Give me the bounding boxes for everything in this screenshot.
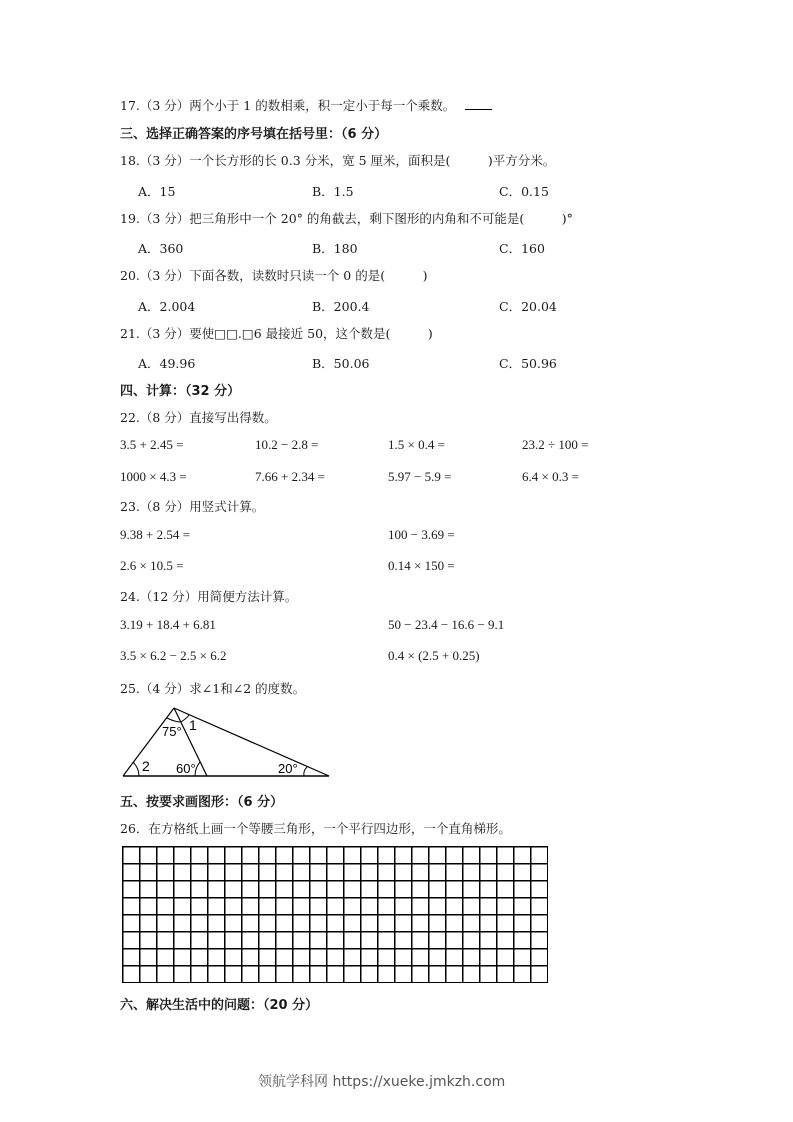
q24-expr-2: 50 − 23.4 − 16.6 − 9.1 [388,617,505,632]
section-3-heading: 三、选择正确答案的序号填在括号里：（6 分） [120,127,388,142]
angle-20-label: 20° [278,761,298,776]
angle-60-label: 60° [176,761,196,776]
question-17-text: 17.（3 分）两个小于 1 的数相乘，积一定小于每一个乘数。 [120,98,456,113]
angle-2-label: 2 [142,758,150,774]
q24-expr-1: 3.19 + 18.4 + 6.81 [120,617,216,632]
q22-expr-5: 1000 × 4.3 = [120,469,187,484]
triangle-figure [115,700,340,782]
section-4-heading: 四、计算：（32 分） [120,384,241,399]
q18-option-a[interactable]: A．15 [138,184,176,199]
question-26-text: 26．在方格纸上画一个等腰三角形，一个平行四边形，一个直角梯形。 [120,821,511,836]
q22-expr-6: 7.66 + 2.34 = [255,469,325,484]
q19-option-c[interactable]: C．160 [499,241,545,256]
footer-watermark: 领航学科网 https://xueke.jmkzh.com [258,1074,506,1090]
q18-option-c[interactable]: C．0.15 [499,184,549,199]
q19-option-a[interactable]: A．360 [138,241,184,256]
question-18-text: 18.（3 分）一个长方形的长 0.3 分米，宽 5 厘米，面积是( )平方分米。 [120,153,556,168]
q20-option-b[interactable]: B．200.4 [312,299,370,314]
question-19-text: 19.（3 分）把三角形中一个 20° 的角截去，剩下图形的内角和不可能是( )° [120,211,573,226]
q24-expr-3: 3.5 × 6.2 − 2.5 × 6.2 [120,648,227,663]
q20-option-c[interactable]: C．20.04 [499,299,557,314]
angle-75-label: 75° [162,724,182,739]
q22-expr-4: 23.2 ÷ 100 = [522,437,589,452]
question-25-text: 25.（4 分）求∠1和∠2 的度数。 [120,681,306,696]
q23-expr-1: 9.38 + 2.54 = [120,527,190,542]
section-6-heading: 六、解决生活中的问题：（20 分） [120,998,319,1013]
q23-expr-2: 100 − 3.69 = [388,527,455,542]
q22-expr-7: 5.97 − 5.9 = [388,469,452,484]
angle-1-label: 1 [189,717,197,733]
square-grid-paper[interactable] [122,846,548,983]
q20-option-a[interactable]: A．2.004 [138,299,196,314]
q22-expr-3: 1.5 × 0.4 = [388,437,445,452]
q19-option-b[interactable]: B．180 [312,241,358,256]
question-24-text: 24.（12 分）用简便方法计算。 [120,589,298,604]
q23-expr-4: 0.14 × 150 = [388,558,455,573]
question-17 [120,96,492,114]
q24-expr-4: 0.4 × (2.5 + 0.25) [388,648,480,663]
q21-option-c[interactable]: C．50.96 [499,356,557,371]
q18-option-b[interactable]: B．1.5 [312,184,354,199]
section-5-heading: 五、按要求画图形：（6 分） [120,795,284,810]
question-22-text: 22.（8 分）直接写出得数。 [120,410,277,425]
question-21-text: 21.（3 分）要使□□.□6 最接近 50，这个数是( ) [120,326,433,341]
q22-expr-8: 6.4 × 0.3 = [522,469,579,484]
q22-expr-2: 10.2 − 2.8 = [255,437,319,452]
question-20-text: 20.（3 分）下面各数，读数时只读一个 0 的是( ) [120,268,428,283]
q23-expr-3: 2.6 × 10.5 = [120,558,184,573]
question-23-text: 23.（8 分）用竖式计算。 [120,499,265,514]
q22-expr-1: 3.5 + 2.45 = [120,437,184,452]
q21-option-b[interactable]: B．50.06 [312,356,370,371]
answer-blank[interactable] [465,97,492,110]
q21-option-a[interactable]: A．49.96 [138,356,196,371]
